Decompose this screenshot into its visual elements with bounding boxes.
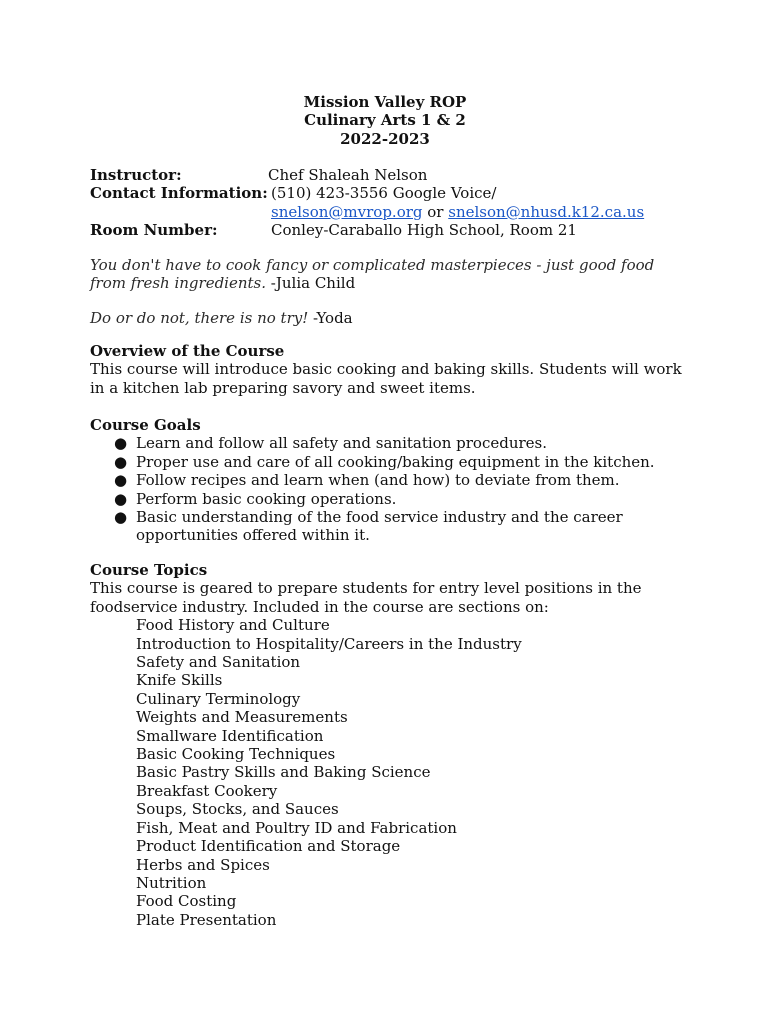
list-item: ● Perform basic cooking operations.: [114, 489, 397, 508]
list-item: Nutrition: [136, 873, 207, 892]
bullet-icon: ●: [114, 471, 128, 490]
instructor-value: Chef Shaleah Nelson: [268, 166, 428, 184]
quote-julia-child: [90, 256, 690, 293]
list-item: Food History and Culture: [136, 616, 330, 635]
topics-list: [90, 616, 690, 929]
school-name: Mission Valley ROP: [303, 93, 467, 111]
topics-section: [90, 561, 690, 929]
quote-text: You don't have to cook fancy or complicated masterpieces - just good food from fresh ingredients.: [90, 256, 655, 293]
list-item: Fish, Meat and Poultry ID and Fabrication: [136, 818, 457, 837]
school-year: 2022-2023: [340, 129, 430, 148]
email-separator: or: [422, 202, 449, 221]
overview-heading: Overview of the Course: [90, 342, 285, 360]
list-item: Smallware Identification: [136, 726, 324, 745]
contact-phone: (510) 423-3556 Google Voice/: [271, 184, 497, 203]
contact-label: Contact Information:: [90, 184, 268, 203]
list-item: ● Basic understanding of the food service industry and the career opportunities offered within it.: [114, 508, 623, 545]
quote-yoda: [90, 309, 690, 327]
list-item: Basic Pastry Skills and Baking Science: [136, 763, 431, 782]
room-label: Room Number:: [90, 221, 218, 240]
document-header: [0, 93, 770, 148]
bullet-icon: ●: [114, 452, 128, 471]
quote-author: -Yoda: [308, 309, 353, 327]
bullet-icon: ●: [114, 508, 128, 527]
topics-heading: Course Topics: [90, 561, 208, 579]
list-item: Breakfast Cookery: [136, 781, 278, 800]
course-title: Culinary Arts 1 & 2: [304, 111, 466, 130]
list-item: Plate Presentation: [136, 910, 277, 929]
list-item: Herbs and Spices: [136, 855, 270, 874]
list-item: Basic Cooking Techniques: [136, 745, 336, 764]
bullet-icon: ●: [114, 489, 128, 508]
quote-author: -Julia Child: [266, 274, 356, 293]
list-item: Introduction to Hospitality/Careers in the Industry: [136, 634, 522, 653]
quote-text: Do or do not, there is no try!: [90, 309, 309, 327]
bullet-icon: ●: [114, 434, 128, 453]
topics-intro: This course is geared to prepare students for entry level positions in the foodservice industry. Included in the course are sections on:: [90, 579, 642, 616]
email-link-nhusd[interactable]: snelson@nhusd.k12.ca.us: [448, 202, 645, 221]
list-item: Weights and Measurements: [136, 708, 348, 727]
list-item: Culinary Terminology: [136, 689, 301, 708]
list-item: Safety and Sanitation: [136, 653, 301, 672]
list-item: ● Follow recipes and learn when (and how) to deviate from them.: [114, 471, 620, 490]
goals-section: [90, 416, 690, 545]
room-value: Conley-Caraballo High School, Room 21: [271, 221, 577, 240]
list-item: Food Costing: [136, 892, 237, 911]
overview-body: This course will introduce basic cooking and baking skills. Students will work in a kitchen lab preparing savory and sweet items.: [90, 360, 682, 397]
list-item: ● Learn and follow all safety and sanitation procedures.: [114, 434, 547, 453]
goals-list: [90, 434, 690, 544]
overview-section: [90, 342, 690, 397]
list-item: Soups, Stocks, and Sauces: [136, 800, 339, 819]
instructor-label: Instructor:: [90, 166, 182, 184]
goals-heading: Course Goals: [90, 416, 201, 434]
list-item: ● Proper use and care of all cooking/baking equipment in the kitchen.: [114, 452, 655, 471]
list-item: Product Identification and Storage: [136, 837, 401, 856]
contact-emails: [271, 203, 644, 221]
email-link-mvrop[interactable]: snelson@mvrop.org: [271, 202, 423, 221]
list-item: Knife Skills: [136, 671, 223, 690]
